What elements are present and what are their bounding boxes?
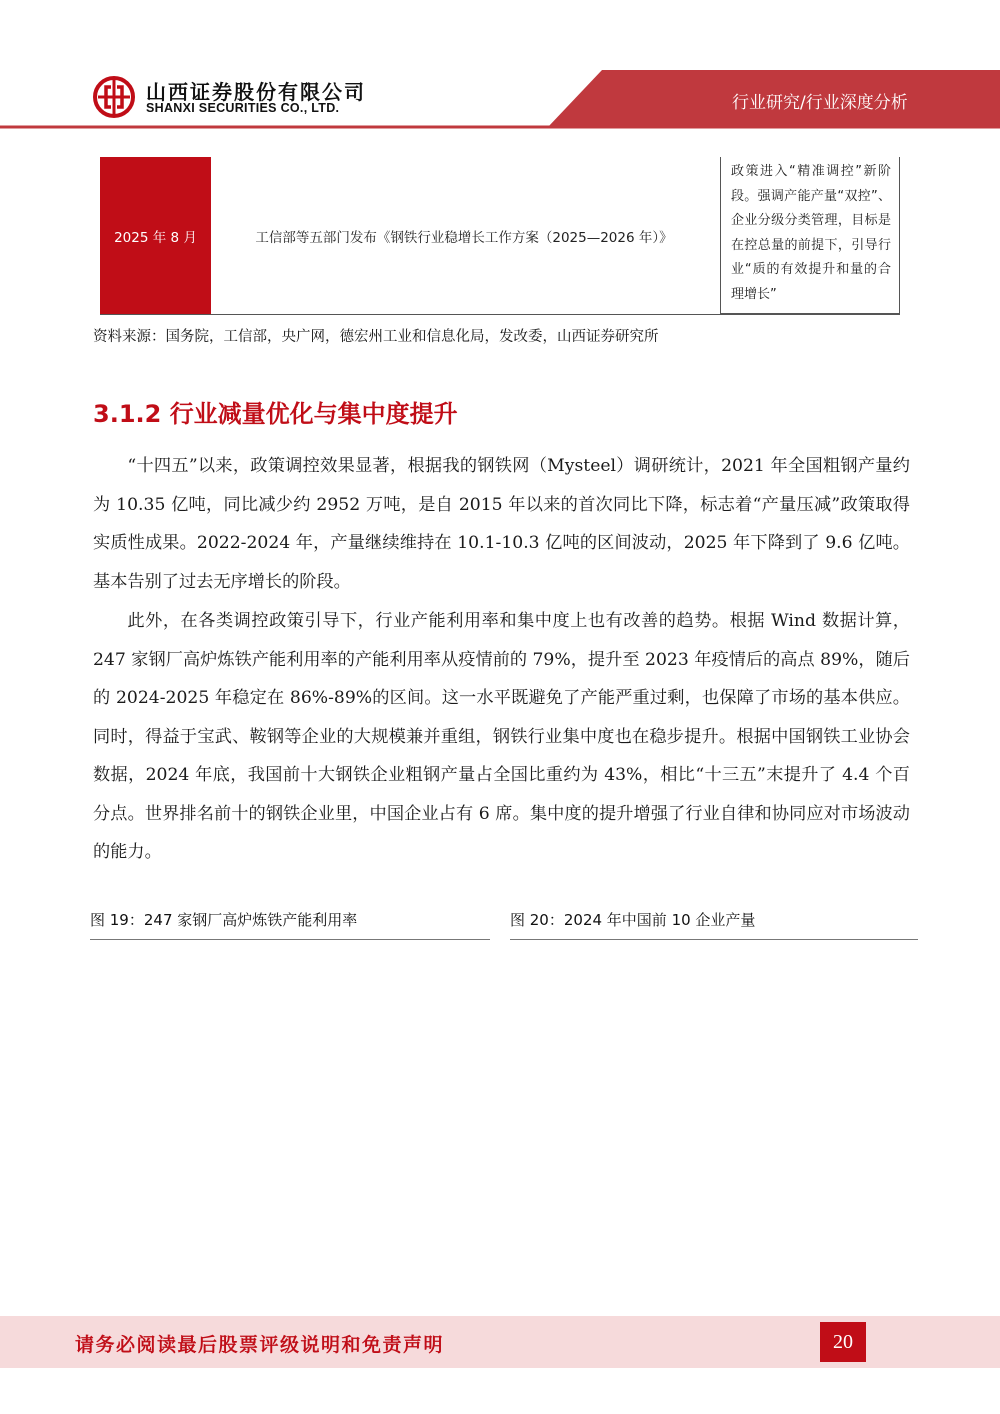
timeline-event: 工信部等五部门发布《钢铁行业稳增长工作方案（2025—2026 年）》 [255, 229, 673, 246]
page-number: 20 [820, 1322, 866, 1362]
company-name-cn: 山西证券股份有限公司 [146, 80, 366, 104]
page-header [0, 0, 1000, 130]
timeline-date: 2025 年 8 月 [100, 157, 211, 314]
body-paragraph: “十四五”以来，政策调控效果显著，根据我的钢铁网（Mysteel）调研统计，2021 年全国粗钢产量约为 10.35 亿吨，同比减少约 2952 万吨，是自 2015 年以来的首次同比下降，标志着“产量压减”政策取得实质性成果。2022-2024 年，产量继续维持在 10.1-10.3 亿吨的区间波动，2025 年下降到了 9.6 亿吨。基本告别了过去无序增长的阶段。 [93, 456, 910, 592]
company-name-en: SHANXI SECURITIES CO., LTD. [146, 101, 340, 115]
policy-timeline-row [100, 157, 900, 314]
report-category: 行业研究/行业深度分析 [732, 93, 908, 113]
section-heading: 3.1.2 行业减量优化与集中度提升 [93, 400, 458, 428]
body-paragraph: 此外，在各类调控政策引导下，行业产能利用率和集中度上也有改善的趋势。根据 Wind 数据计算，247 家钢厂高炉炼铁产能利用率的产能利用率从疫情前的 79%，提升至 2023 年疫情后的高点 89%，随后的 2024-2025 年稳定在 86%-89%的区间。这一水平既避免了产能严重过剩，也保障了市场的基本供应。同时，得益于宝武、鞍钢等企业的大规模兼并重组，钢铁行业集中度也在稳步提升。根据中国钢铁工业协会数据，2024 年底，我国前十大钢铁企业粗钢产量占全国比重约为 43%，相比“十三五”末提升了 4.4 个百分点。世界排名前十的钢铁企业里，中国企业占有 6 席。集中度的提升增强了行业自律和协同应对市场波动的能力。 [93, 611, 910, 862]
company-logo-icon [93, 76, 135, 118]
disclaimer-notice: 请务必阅读最后股票评级说明和免责声明 [75, 1334, 445, 1356]
timeline-impact: 政策进入“精准调控”新阶段。强调产能产量“双控”、企业分级分类管理，目标是在控总量的前提下，引导行业“质的有效提升和量的合理增长” [720, 157, 900, 314]
table-bottom-rule [100, 314, 900, 315]
figure-20-caption: 图 20：2024 年中国前 10 企业产量 [510, 909, 918, 940]
page-footer [0, 1316, 1000, 1368]
source-note: 资料来源：国务院，工信部，央广网，德宏州工业和信息化局，发改委，山西证券研究所 [93, 329, 659, 345]
figure-19-caption: 图 19：247 家钢厂高炉炼铁产能利用率 [90, 909, 490, 940]
